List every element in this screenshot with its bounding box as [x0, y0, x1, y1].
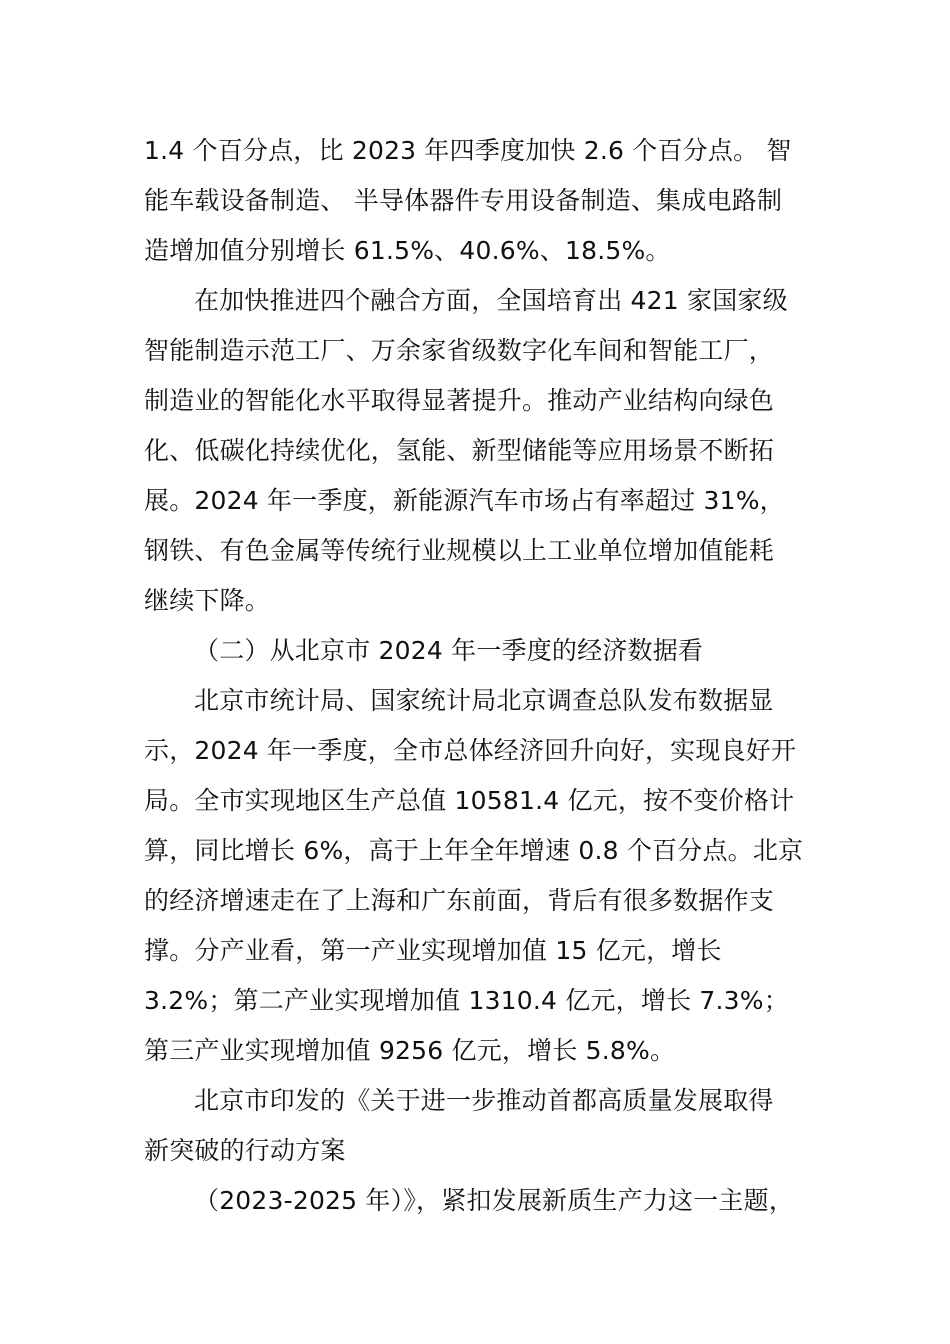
text-line: 3.2%；第二产业实现增加值 1310.4 亿元，增长 7.3%；: [144, 986, 789, 1015]
paragraph-first-line: 北京市统计局、国家统计局北京调查总队发布数据显: [194, 686, 774, 715]
text-line: 造增加值分别增长 61.5%、40.6%、18.5%。: [144, 236, 671, 265]
text-line: 钢铁、有色金属等传统行业规模以上工业单位增加值能耗: [144, 536, 775, 565]
text-line: 撑。分产业看，第一产业实现增加值 15 亿元，增长: [144, 936, 722, 965]
section-heading: （二）从北京市 2024 年一季度的经济数据看: [194, 636, 704, 665]
text-line: 继续下降。: [144, 586, 271, 615]
text-line: 制造业的智能化水平取得显著提升。推动产业结构向绿色: [144, 386, 775, 415]
text-line: 化、低碳化持续优化，氢能、新型储能等应用场景不断拓: [144, 436, 775, 465]
text-line: 展。2024 年一季度，新能源汽车市场占有率超过 31%，: [144, 486, 785, 515]
paragraph-first-line: 在加快推进四个融合方面，全国培育出 421 家国家级: [194, 286, 788, 315]
text-line: 的经济增速走在了上海和广东前面，背后有很多数据作支: [144, 886, 775, 915]
paragraph-first-line: 北京市印发的《关于进一步推动首都高质量发展取得: [194, 1086, 774, 1115]
text-line: 示，2024 年一季度，全市总体经济回升向好，实现良好开: [144, 736, 797, 765]
text-line: 算，同比增长 6%，高于上年全年增速 0.8 个百分点。北京: [144, 836, 804, 865]
text-line: 第三产业实现增加值 9256 亿元，增长 5.8%。: [144, 1036, 676, 1065]
text-line: 1.4 个百分点，比 2023 年四季度加快 2.6 个百分点。 智: [144, 136, 792, 165]
text-line: 能车载设备制造、 半导体器件专用设备制造、集成电路制: [144, 186, 783, 215]
text-line: 局。全市实现地区生产总值 10581.4 亿元，按不变价格计: [144, 786, 795, 815]
text-line: 智能制造示范工厂、万余家省级数字化车间和智能工厂，: [144, 336, 775, 365]
text-line: （2023-2025 年）》，紧扣发展新质生产力这一主题，: [194, 1186, 795, 1215]
text-line: 新突破的行动方案: [144, 1136, 346, 1165]
